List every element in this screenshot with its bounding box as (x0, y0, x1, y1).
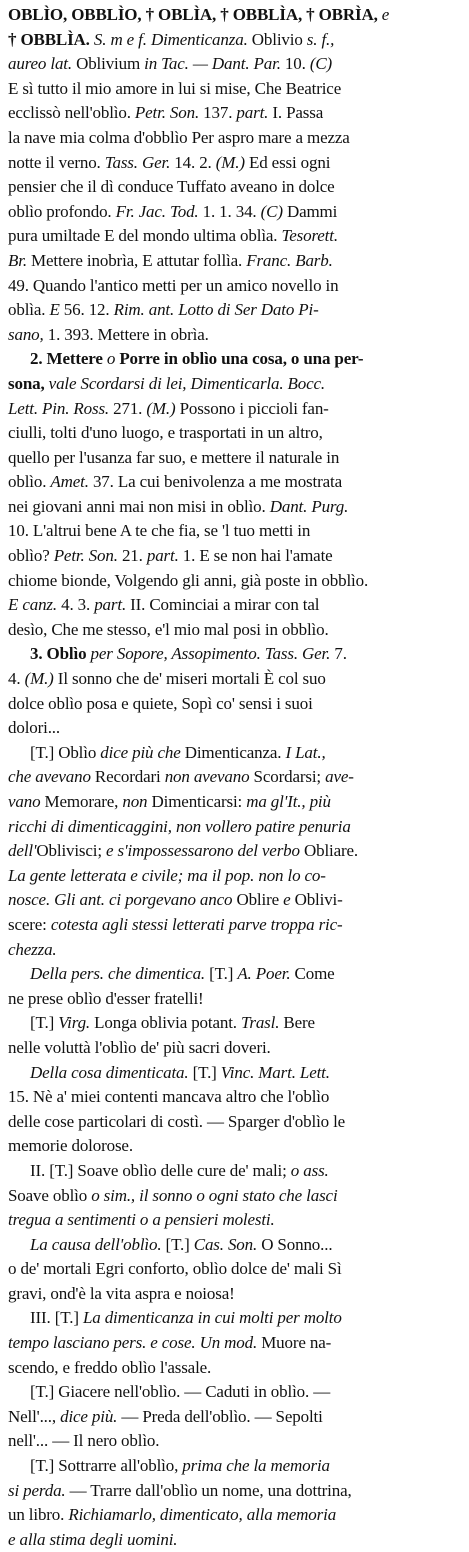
text-run: in Tac. — Dant. Par. (144, 54, 281, 74)
entry-line (8, 421, 459, 446)
text-run: [T.] Sottrarre all'oblìo, (30, 1456, 183, 1476)
text-run: III. [T.] (30, 1308, 83, 1328)
text-run: e (377, 5, 390, 24)
text-run: Cas. Son. (193, 1234, 258, 1254)
text-run: Come (290, 964, 335, 984)
text-run: nei giovani anni mai non misi in oblìo. (8, 496, 270, 516)
text-run: chiome bionde, Volgendo gli anni, già poste in obblìo. (8, 570, 369, 590)
text-run: Petr. Son. (134, 103, 200, 123)
text-run: part. (146, 546, 179, 566)
text-run: Bere (279, 1013, 315, 1033)
entry-line (8, 1159, 459, 1184)
text-run: La dimenticanza in cui molti per molto (82, 1308, 342, 1328)
text-run: Oblivi- (290, 890, 343, 910)
text-run: Br. (8, 250, 27, 270)
text-run: Mettere inobrìa, E attutar follìa. (26, 250, 247, 270)
text-run: A. Poer. (237, 964, 291, 984)
text-run: oblìa. (8, 300, 50, 320)
text-run: 1. E se non hai l'amate (178, 546, 333, 566)
text-run: dice più che (100, 742, 181, 762)
text-run: Vinc. Mart. Lett. (220, 1062, 330, 1082)
entry-line (8, 274, 459, 299)
text-run: (M.) (24, 669, 54, 689)
entry-line (8, 101, 459, 126)
text-run: Dant. Purg. (269, 496, 349, 516)
entry-line (8, 593, 459, 618)
text-run: (M.) (146, 398, 176, 418)
text-run: 1. 393. Mettere in obrìa. (43, 324, 209, 344)
text-run: nell'... — Il nero oblìo. (8, 1431, 160, 1451)
text-run: (M.) (215, 152, 245, 172)
entry-line (8, 1331, 459, 1356)
text-run: Oblivisci; (36, 841, 107, 861)
text-run: Richiamarlo, dimenticato, alla memoria (68, 1505, 337, 1525)
entry-line (8, 3, 459, 28)
entry-line (8, 1356, 459, 1381)
entry-line (8, 224, 459, 249)
text-run: Fr. Jac. Tod. (115, 201, 199, 221)
text-run: aureo lat. (8, 54, 72, 74)
entry-line (8, 1306, 459, 1331)
entry-line (8, 249, 459, 274)
text-run: Amet. (50, 472, 89, 492)
text-run: E (49, 300, 60, 320)
entry-line (8, 28, 459, 53)
entry-line (8, 446, 459, 471)
text-run: cotesta agli stessi letterati parve troppa ric- (50, 914, 343, 934)
text-run: la nave mia colma d'obblìo Per aspro mare a mezza (8, 127, 350, 147)
text-run: o (102, 349, 120, 369)
entry-line (8, 470, 459, 495)
entry-line (8, 397, 459, 422)
text-run: part. (94, 595, 127, 615)
text-run: [T.] (205, 964, 238, 984)
text-run: Trasl. (240, 1013, 280, 1033)
text-run: 137. (199, 103, 237, 123)
text-run: Virg. (58, 1013, 91, 1033)
entry-line (8, 1085, 459, 1110)
entry-line (8, 372, 459, 397)
entry-line (8, 77, 459, 102)
entry-line (8, 323, 459, 348)
text-run: ricchi di dimenticaggini, non vollero patire penuria (8, 816, 351, 836)
entry-line (8, 569, 459, 594)
text-run: Tesorett. (281, 226, 338, 246)
text-run: e alla stima degli uomini. (8, 1529, 178, 1549)
text-run: Petr. Son. (53, 546, 118, 566)
text-run: ave- (325, 767, 354, 787)
text-run: dolce oblìo posa e quiete, Sopì co' sensi i suoi (8, 693, 313, 713)
text-run: Porre in oblìo una cosa, o una per- (119, 349, 364, 369)
entry-line (8, 347, 459, 372)
text-run: Oblivio (247, 29, 307, 49)
text-run: s. f., (306, 29, 335, 49)
text-run: o sim., il sonno o ogni stato che lasci (91, 1185, 338, 1205)
text-run: ecclissò nell'oblìo. (8, 103, 135, 123)
entry-line (8, 938, 459, 963)
text-run: Lett. Pin. Ross. (8, 398, 110, 418)
text-run: per Sopore, Assopimento. Tass. Ger. (86, 644, 331, 664)
text-run: Obliare. (299, 841, 359, 861)
text-run: II. [T.] Soave oblìo delle cure de' mali; (30, 1160, 291, 1180)
text-run: memorie dolorose. (8, 1136, 133, 1156)
text-run: tregua a sentimenti o a pensieri molesti. (8, 1210, 275, 1230)
text-run: 4. 3. (57, 595, 95, 615)
entry-line (8, 1429, 459, 1454)
text-run: 10. (280, 54, 310, 74)
text-run: prima che la memoria (182, 1456, 330, 1476)
text-run: Il sonno che de' miseri mortali È col suo (53, 669, 326, 689)
text-run: [T.] Oblìo (30, 742, 101, 762)
entry-line (8, 618, 459, 643)
text-run: pensier che il dì conduce Tuffato aveano in dolce (8, 177, 335, 197)
text-run: † OBBLÌA. (8, 29, 90, 49)
text-run: (C) (309, 54, 333, 74)
entry-line (8, 1061, 459, 1086)
text-run: vano (8, 792, 41, 811)
entry-line (8, 1257, 459, 1282)
text-run: dolori... (8, 718, 61, 738)
entry-line (8, 544, 459, 569)
text-run: gravi, ond'è la vita aspra e noiosa! (8, 1283, 235, 1303)
entry-line (8, 1011, 459, 1036)
text-run: o ass. (290, 1160, 329, 1180)
text-run: II. Cominciai a mirar con tal (126, 595, 320, 615)
text-run: E sì tutto il mio amore in lui si mise, Che Beatrice (8, 78, 342, 98)
entry-line (8, 1233, 459, 1258)
text-run: ne prese oblìo d'esser fratelli! (8, 988, 204, 1008)
text-run: quello per l'usanza far suo, e mettere il naturale in (8, 447, 340, 467)
text-run: 49. Quando l'antico metti per un amico novello in (8, 275, 339, 295)
text-run: oblìo profondo. (8, 201, 116, 221)
text-run: Recordari (90, 767, 165, 787)
text-run: 21. (117, 546, 147, 566)
text-run: I Lat., (285, 742, 326, 762)
text-run: Tass. Ger. (104, 152, 171, 172)
entry-line (8, 839, 459, 864)
entry-line (8, 1503, 459, 1528)
entry-line (8, 175, 459, 200)
entry-line (8, 52, 459, 77)
entry-line (8, 1036, 459, 1061)
text-run: OBLÌO, OBBLÌO, † OBLÌA, † OBBLÌA, † OBRÌA, (8, 5, 378, 24)
entry-line (8, 962, 459, 987)
text-run: Ed essi ogni (244, 152, 331, 172)
entry-line (8, 667, 459, 692)
text-run: 3. Oblìo (30, 644, 87, 664)
text-run: Soave oblìo (8, 1185, 92, 1205)
text-run: sona, (8, 373, 45, 393)
entry-line (8, 1380, 459, 1405)
entry-line (8, 913, 459, 938)
text-run: S. m e f. Dimenticanza. (89, 29, 248, 49)
text-run: Nell'..., (8, 1406, 61, 1426)
text-run: tempo lasciano pers. e cose. Un mod. (8, 1333, 258, 1353)
text-run: vale Scordarsi di lei, Dimenticarla. Bocc. (44, 373, 326, 393)
entry-line (8, 692, 459, 717)
entry-line (8, 151, 459, 176)
text-run: — Preda dell'oblìo. — Sepolti (117, 1406, 323, 1426)
entry-line (8, 200, 459, 225)
text-run: desìo, Che me stesso, e'l mio mal posi in obblìo. (8, 619, 329, 639)
text-run: 4. (8, 669, 25, 689)
entry-line (8, 987, 459, 1012)
entry-line (8, 1184, 459, 1209)
text-run: Franc. Barb. (246, 250, 333, 270)
text-run: 2. Mettere (30, 349, 103, 369)
text-run: Rim. ant. Lotto di Ser Dato Pi- (113, 300, 319, 320)
text-run: che avevano (8, 767, 91, 787)
text-run: I. Passa (268, 103, 324, 123)
entry-line (8, 1110, 459, 1135)
text-run: [T.] Giacere nell'oblìo. — Caduti in oblìo. — (30, 1382, 331, 1402)
text-run: ciulli, tolti d'uno luogo, e trasportati in un altro, (8, 423, 323, 443)
text-run: [T.] (188, 1062, 221, 1082)
text-run: dice più. (60, 1406, 118, 1426)
entry-line (8, 888, 459, 913)
text-run: scere: (8, 914, 51, 934)
text-run: nelle voluttà l'oblìo de' più sacri doveri. (8, 1037, 271, 1057)
text-run: 1. 1. 34. (198, 201, 261, 221)
text-run: notte il verno. (8, 152, 105, 172)
text-run: [T.] (161, 1234, 194, 1254)
text-run: Della cosa dimenticata. (30, 1062, 189, 1082)
text-run: Longa oblivia potant. (90, 1013, 241, 1033)
text-run: 56. 12. (59, 300, 114, 320)
entry-line (8, 716, 459, 741)
text-run: Possono i piccioli fan- (175, 398, 329, 418)
text-run: Dammi (282, 201, 338, 221)
text-run: 10. L'altrui bene A te che fia, se 'l tuo metti in (8, 521, 311, 541)
text-run: Oblire (232, 890, 284, 910)
text-run: nosce. Gli ant. ci porgevano anco (8, 890, 233, 910)
text-run: e s'impossessarono del verbo (106, 841, 300, 861)
entry-line (8, 765, 459, 790)
entry-line (8, 815, 459, 840)
dictionary-entry-oblio (8, 3, 459, 1552)
text-run: sano, (8, 324, 44, 344)
text-run: Scordarsi; (249, 767, 326, 787)
entry-line (8, 1479, 459, 1504)
text-run: Dimenticanza. (180, 742, 286, 762)
text-run: pura umiltade E del mondo ultima oblìa. (8, 226, 282, 246)
text-run: scendo, e freddo oblìo l'assale. (8, 1357, 212, 1377)
text-run: 15. Nè a' miei contenti mancava altro che l'oblìo (8, 1087, 330, 1107)
entry-line (8, 495, 459, 520)
text-run: 271. (109, 398, 147, 418)
entry-line (8, 790, 459, 815)
entry-line (8, 741, 459, 766)
text-run: part. (236, 103, 269, 123)
text-run: delle cose particolari di costì. — Sparger d'oblìo le (8, 1111, 346, 1131)
entry-line (8, 1134, 459, 1159)
text-run: chezza. (8, 939, 57, 959)
text-run: Dimenticarsi: (147, 792, 247, 811)
entry-line (8, 126, 459, 151)
entry-line (8, 1282, 459, 1307)
text-run: La causa dell'oblìo. (30, 1234, 162, 1254)
entry-line (8, 519, 459, 544)
entry-line (8, 1405, 459, 1430)
entry-line (8, 1528, 459, 1552)
text-run: Muore na- (257, 1333, 332, 1353)
text-run: un libro. (8, 1505, 69, 1525)
text-run: (C) (260, 201, 283, 221)
text-run: [T.] (30, 1013, 59, 1033)
text-run: 14. 2. (170, 152, 216, 172)
text-run: non avevano (164, 767, 250, 787)
entry-line (8, 1454, 459, 1479)
text-run: oblìo? (8, 546, 54, 566)
text-run: si perda. (8, 1480, 66, 1500)
entry-line (8, 642, 459, 667)
text-run: o de' mortali Egri conforto, oblìo dolce de' mali Sì (8, 1259, 342, 1279)
text-run: Della pers. che dimentica. (30, 964, 206, 984)
text-run: Memorare, (40, 792, 123, 811)
text-run: e (283, 890, 291, 910)
text-run: La gente letterata e civile; ma il pop. non lo co- (8, 865, 326, 885)
text-run: ma gl'It., più (246, 792, 331, 811)
text-run: E canz. (8, 595, 57, 615)
text-run: non (122, 792, 148, 811)
text-run: O Sonno... (257, 1234, 333, 1254)
text-run: Oblivium (71, 54, 145, 74)
text-run: 37. La cui benivolenza a me mostrata (88, 472, 342, 492)
text-run: 7. (330, 644, 347, 664)
text-run: oblìo. (8, 472, 51, 492)
text-run: dell' (8, 841, 37, 861)
entry-line (8, 298, 459, 323)
entry-line (8, 1208, 459, 1233)
text-run: — Trarre dall'oblìo un nome, una dottrina, (65, 1480, 352, 1500)
entry-line (8, 864, 459, 889)
